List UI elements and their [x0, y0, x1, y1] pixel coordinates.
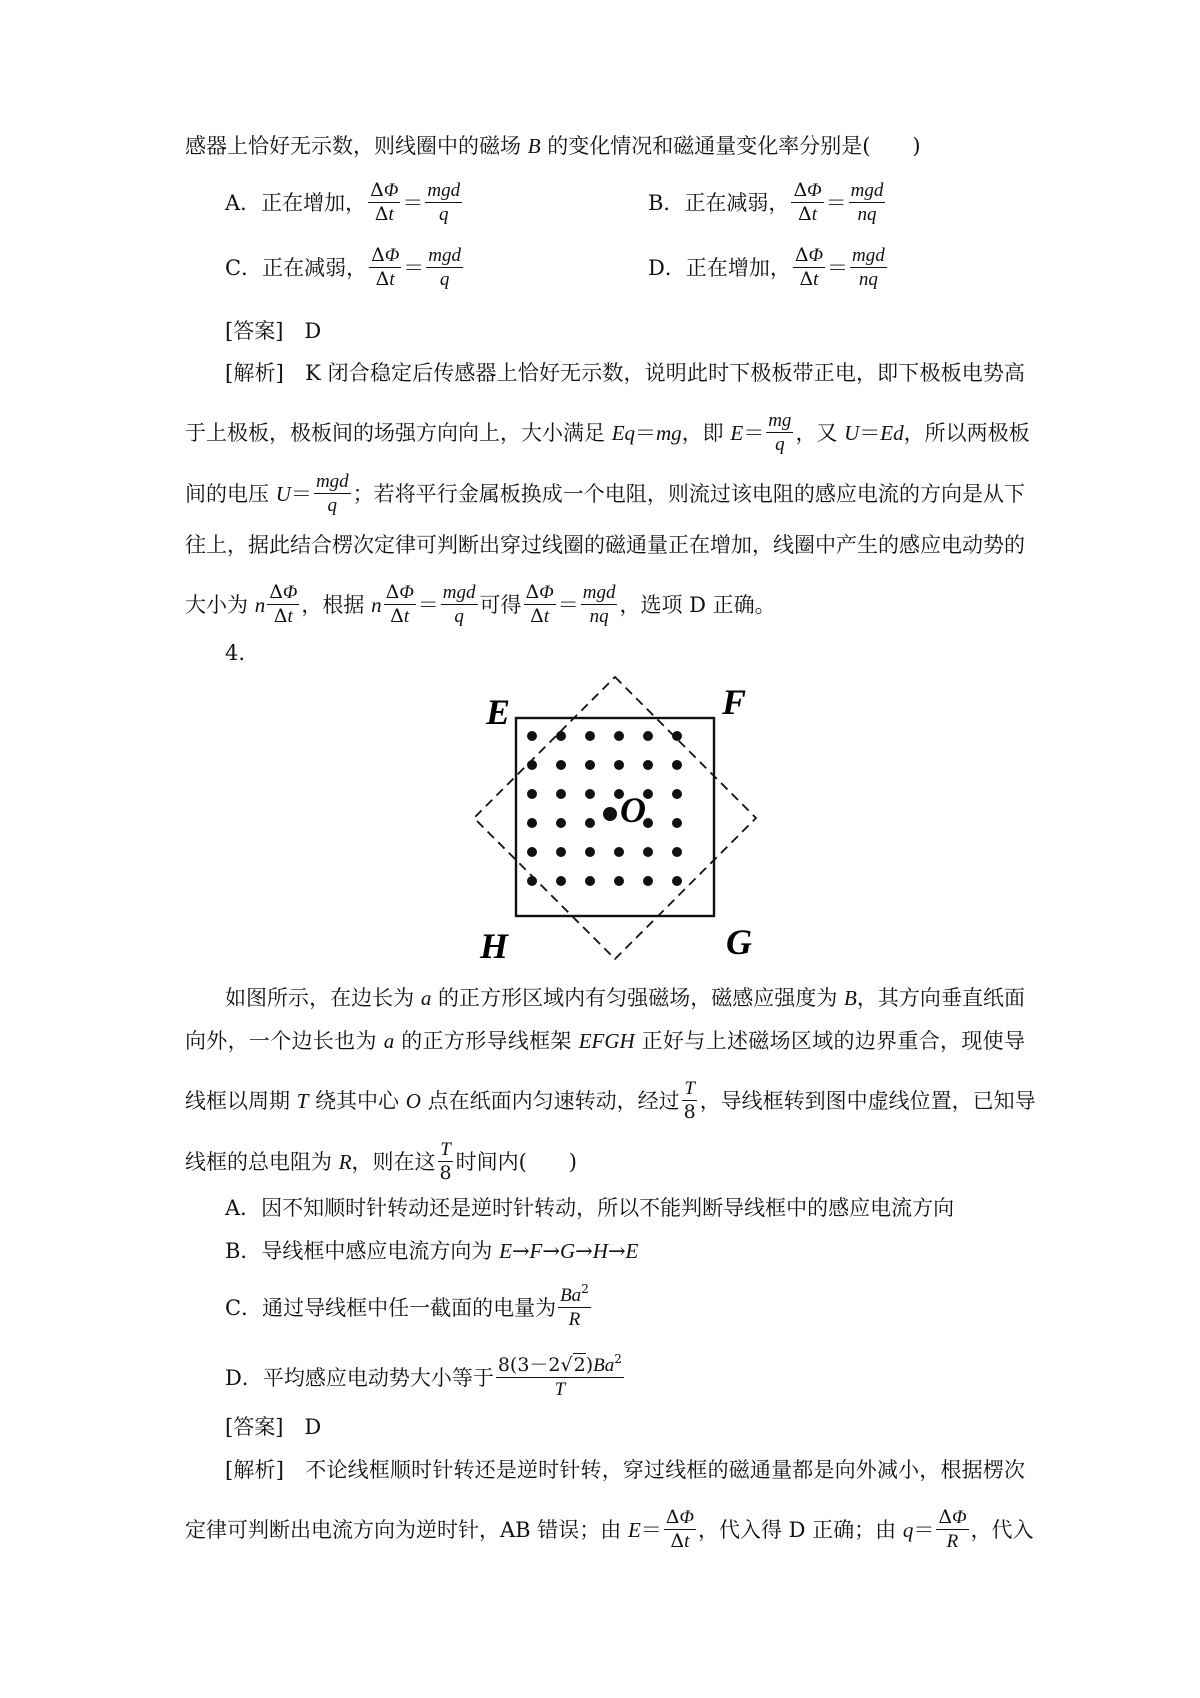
q4-option-d: D．平均感应电动势大小等于 $\frac{8(3-2√2)Ba^2}{T}$ [225, 1352, 622, 1400]
magnetic-field-dots [527, 731, 682, 886]
q3-analysis-line-4: 往上，据此结合楞次定律可判断出穿过线圈的磁通量正在增加，线圈中产生的感应电动势的 [185, 533, 1025, 557]
label-f: F [722, 682, 747, 722]
q3-stem: 感器上恰好无示数，则线圈中的磁场 B 的变化情况和磁通量变化率分别是( ) [185, 134, 921, 158]
q4-stem-line-4: 线框的总电阻为 R，则在这 $\frac{T}{8}$ 时间内( ) [185, 1139, 577, 1184]
field-dot [527, 789, 537, 799]
q3-option-c: C．正在减弱， $\frac{\Delta\Phi}{\Delta t}$ ＝ $\frac{\text{mgd}}{q}$ [225, 244, 462, 290]
field-dot [585, 760, 595, 770]
field-dot [585, 847, 595, 857]
field-dot [585, 731, 595, 741]
field-dot [672, 731, 682, 741]
field-dot [614, 760, 624, 770]
q4-stem-line-3: 线框以周期 T 绕其中心 O 点在纸面内匀速转动，经过 $\frac{T}{8}$ ，导线框转到图中虚线位置，已知导 [185, 1078, 1036, 1123]
field-dot [556, 876, 566, 886]
field-dot [585, 789, 595, 799]
field-dot [672, 789, 682, 799]
q3-analysis-line-5: 大小为 n $\frac{\Delta\Phi}{\Delta t}$ ，根据 n $\frac{\Delta\Phi}{\Delta t}$ ＝ $\frac{\text{mgd}}{q}$ 可得 $\frac{\Delta\Phi}{\Delta t}$ ＝ $\frac{\text{mgd}}{nq}$ ，选项 D 正确。 [185, 581, 776, 627]
field-dot [643, 731, 653, 741]
q3-analysis-line-3: 间的电压 U＝ $\frac{\text{mgd}}{q}$ ；若将平行金属板换成一个电阻，则流过该电阻的感应电流的方向是从下 [185, 471, 1026, 516]
field-dot [672, 760, 682, 770]
q4-option-c: C．通过导线框中任一截面的电量为 $\frac{Ba^2}{R}$ [225, 1282, 589, 1330]
field-dot [672, 847, 682, 857]
field-dot [527, 818, 537, 828]
q4-analysis-line-1: [解析] 不论线框顺时针转还是逆时针转，穿过线框的磁通量都是向外减小，根据楞次 [225, 1458, 1026, 1482]
field-dot [527, 847, 537, 857]
field-dot [614, 876, 624, 886]
q3-analysis-line-1: [解析] K 闭合稳定后传感器上恰好无示数，说明此时下极板带正电，即下极板电势高 [225, 361, 1025, 385]
q3-answer: [答案] D [225, 319, 322, 343]
q4-option-a: A．因不知顺时针转动还是逆时针转动，所以不能判断导线框中的感应电流方向 [225, 1196, 955, 1220]
field-dot [556, 818, 566, 828]
field-dot [556, 760, 566, 770]
q3-option-b: B．正在减弱， $\frac{\Delta\Phi}{\Delta t}$ ＝ $\frac{\text{mgd}}{nq}$ [648, 179, 884, 225]
field-dot [672, 876, 682, 886]
q4-stem-line-1: 如图所示，在边长为 a 的正方形区域内有匀强磁场，磁感应强度为 B，其方向垂直纸面 [225, 986, 1025, 1010]
q3-option-d: D．正在增加， $\frac{\Delta\Phi}{\Delta t}$ ＝ $\frac{\text{mgd}}{nq}$ [648, 244, 885, 290]
field-dot [614, 847, 624, 857]
field-dot [643, 847, 653, 857]
field-dot [556, 731, 566, 741]
field-dot [585, 818, 595, 828]
q3-option-a: A．正在增加， $\frac{\Delta\Phi}{\Delta t}$ ＝ $\frac{\text{mgd}}{q}$ [225, 179, 461, 225]
label-e: E [486, 692, 511, 732]
field-dot [527, 876, 537, 886]
q4-option-b: B．导线框中感应电流方向为 E→F→G→H→E [225, 1239, 639, 1263]
field-dot [527, 760, 537, 770]
label-g: G [726, 922, 752, 962]
q4-number: 4. [225, 641, 246, 665]
field-dot [614, 731, 624, 741]
field-dot [556, 789, 566, 799]
field-dot [527, 731, 537, 741]
label-h: H [480, 926, 509, 966]
field-dot [643, 876, 653, 886]
field-dot [556, 847, 566, 857]
center-point-o [603, 807, 617, 821]
field-dot [585, 876, 595, 886]
q3-analysis-line-2: 于上极板，极板间的场强方向向上，大小满足 Eq＝mg，即 E＝ $\frac{mg}{q}$ ，又 U＝Ed，所以两极板 [185, 410, 1030, 455]
label-o: O [620, 790, 646, 830]
q4-analysis-line-2: 定律可判断出电流方向为逆时针，AB 错误；由 E＝ $\frac{\Delta\Phi}{\Delta t}$ ，代入得 D 正确；由 q＝ $\frac{\Delta\Phi}{R}$ ，代入 [185, 1506, 1034, 1552]
field-dot [643, 760, 653, 770]
q4-answer: [答案] D [225, 1415, 322, 1439]
q4-figure [470, 676, 770, 976]
q4-stem-line-2: 向外，一个边长也为 a 的正方形导线框架 EFGH 正好与上述磁场区域的边界重合，现使导 [185, 1029, 1025, 1053]
field-dot [672, 818, 682, 828]
